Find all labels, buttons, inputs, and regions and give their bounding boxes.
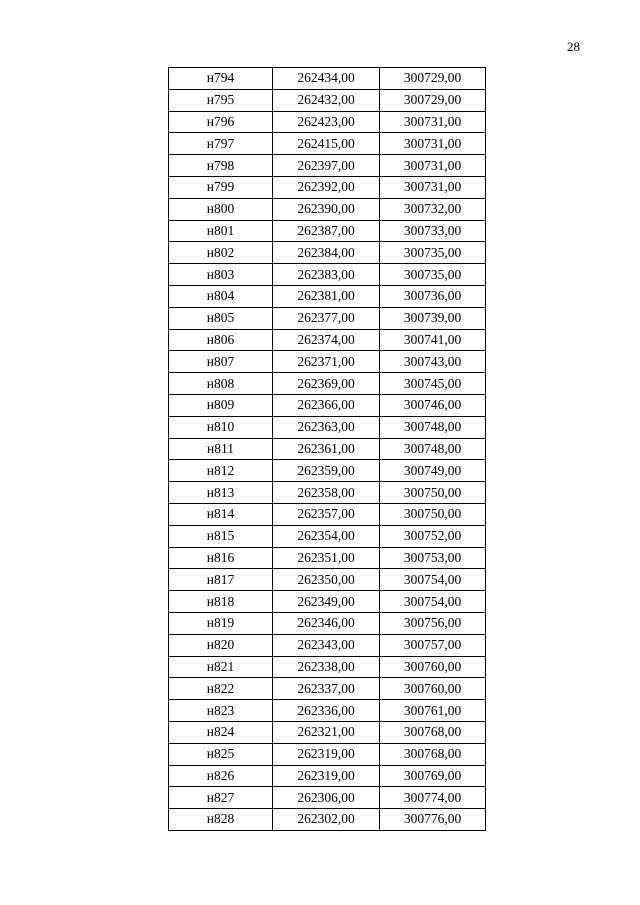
- y-coordinate-cell: 300749,00: [380, 460, 486, 482]
- y-coordinate-cell: 300746,00: [380, 394, 486, 416]
- table-row: [169, 809, 486, 831]
- y-coordinate-cell: 300733,00: [380, 220, 486, 242]
- point-id-cell: н818: [169, 591, 273, 613]
- table-row: [169, 220, 486, 242]
- y-coordinate-cell: 300732,00: [380, 198, 486, 220]
- coordinates-table-body: [169, 68, 486, 831]
- table-row: [169, 525, 486, 547]
- point-id-cell: н827: [169, 787, 273, 809]
- table-row: [169, 460, 486, 482]
- table-row: [169, 438, 486, 460]
- y-coordinate-cell: 300754,00: [380, 569, 486, 591]
- x-coordinate-cell: 262415,00: [273, 133, 380, 155]
- point-id-cell: н806: [169, 329, 273, 351]
- x-coordinate-cell: 262350,00: [273, 569, 380, 591]
- point-id-cell: н808: [169, 373, 273, 395]
- y-coordinate-cell: 300736,00: [380, 285, 486, 307]
- y-coordinate-cell: 300761,00: [380, 700, 486, 722]
- y-coordinate-cell: 300729,00: [380, 89, 486, 111]
- point-id-cell: н807: [169, 351, 273, 373]
- table-row: [169, 373, 486, 395]
- table-row: [169, 569, 486, 591]
- x-coordinate-cell: 262366,00: [273, 394, 380, 416]
- page-number: 28: [567, 39, 580, 54]
- table-row: [169, 329, 486, 351]
- x-coordinate-cell: 262390,00: [273, 198, 380, 220]
- table-row: [169, 351, 486, 373]
- table-row: [169, 416, 486, 438]
- y-coordinate-cell: 300750,00: [380, 482, 486, 504]
- y-coordinate-cell: 300731,00: [380, 111, 486, 133]
- table-row: [169, 721, 486, 743]
- y-coordinate-cell: 300729,00: [380, 68, 486, 90]
- x-coordinate-cell: 262377,00: [273, 307, 380, 329]
- point-id-cell: н794: [169, 68, 273, 90]
- point-id-cell: н796: [169, 111, 273, 133]
- table-row: [169, 307, 486, 329]
- point-id-cell: н817: [169, 569, 273, 591]
- y-coordinate-cell: 300754,00: [380, 591, 486, 613]
- point-id-cell: н816: [169, 547, 273, 569]
- table-row: [169, 503, 486, 525]
- table-row: [169, 634, 486, 656]
- point-id-cell: н803: [169, 264, 273, 286]
- x-coordinate-cell: 262383,00: [273, 264, 380, 286]
- point-id-cell: н809: [169, 394, 273, 416]
- y-coordinate-cell: 300735,00: [380, 264, 486, 286]
- point-id-cell: н825: [169, 743, 273, 765]
- x-coordinate-cell: 262361,00: [273, 438, 380, 460]
- table-row: [169, 743, 486, 765]
- point-id-cell: н823: [169, 700, 273, 722]
- x-coordinate-cell: 262381,00: [273, 285, 380, 307]
- table-row: [169, 198, 486, 220]
- y-coordinate-cell: 300753,00: [380, 547, 486, 569]
- x-coordinate-cell: 262357,00: [273, 503, 380, 525]
- point-id-cell: н821: [169, 656, 273, 678]
- y-coordinate-cell: 300735,00: [380, 242, 486, 264]
- y-coordinate-cell: 300741,00: [380, 329, 486, 351]
- x-coordinate-cell: 262319,00: [273, 743, 380, 765]
- x-coordinate-cell: 262371,00: [273, 351, 380, 373]
- x-coordinate-cell: 262321,00: [273, 721, 380, 743]
- point-id-cell: н795: [169, 89, 273, 111]
- point-id-cell: н814: [169, 503, 273, 525]
- point-id-cell: н813: [169, 482, 273, 504]
- table-row: [169, 787, 486, 809]
- x-coordinate-cell: 262434,00: [273, 68, 380, 90]
- y-coordinate-cell: 300774,00: [380, 787, 486, 809]
- x-coordinate-cell: 262319,00: [273, 765, 380, 787]
- point-id-cell: н815: [169, 525, 273, 547]
- point-id-cell: н800: [169, 198, 273, 220]
- point-id-cell: н828: [169, 809, 273, 831]
- y-coordinate-cell: 300745,00: [380, 373, 486, 395]
- table-row: [169, 482, 486, 504]
- table-row: [169, 68, 486, 90]
- x-coordinate-cell: 262359,00: [273, 460, 380, 482]
- coordinates-table: [168, 67, 486, 831]
- point-id-cell: н798: [169, 155, 273, 177]
- x-coordinate-cell: 262387,00: [273, 220, 380, 242]
- y-coordinate-cell: 300760,00: [380, 656, 486, 678]
- point-id-cell: н804: [169, 285, 273, 307]
- point-id-cell: н805: [169, 307, 273, 329]
- y-coordinate-cell: 300757,00: [380, 634, 486, 656]
- table-row: [169, 285, 486, 307]
- y-coordinate-cell: 300768,00: [380, 743, 486, 765]
- y-coordinate-cell: 300752,00: [380, 525, 486, 547]
- table-row: [169, 765, 486, 787]
- y-coordinate-cell: 300739,00: [380, 307, 486, 329]
- x-coordinate-cell: 262346,00: [273, 612, 380, 634]
- x-coordinate-cell: 262306,00: [273, 787, 380, 809]
- x-coordinate-cell: 262338,00: [273, 656, 380, 678]
- y-coordinate-cell: 300731,00: [380, 155, 486, 177]
- y-coordinate-cell: 300743,00: [380, 351, 486, 373]
- x-coordinate-cell: 262337,00: [273, 678, 380, 700]
- x-coordinate-cell: 262336,00: [273, 700, 380, 722]
- table-row: [169, 176, 486, 198]
- y-coordinate-cell: 300756,00: [380, 612, 486, 634]
- y-coordinate-cell: 300731,00: [380, 133, 486, 155]
- table-row: [169, 242, 486, 264]
- x-coordinate-cell: 262369,00: [273, 373, 380, 395]
- table-row: [169, 656, 486, 678]
- y-coordinate-cell: 300731,00: [380, 176, 486, 198]
- table-row: [169, 394, 486, 416]
- table-row: [169, 591, 486, 613]
- point-id-cell: н799: [169, 176, 273, 198]
- x-coordinate-cell: 262384,00: [273, 242, 380, 264]
- x-coordinate-cell: 262432,00: [273, 89, 380, 111]
- x-coordinate-cell: 262302,00: [273, 809, 380, 831]
- y-coordinate-cell: 300750,00: [380, 503, 486, 525]
- x-coordinate-cell: 262392,00: [273, 176, 380, 198]
- point-id-cell: н819: [169, 612, 273, 634]
- table-row: [169, 111, 486, 133]
- x-coordinate-cell: 262374,00: [273, 329, 380, 351]
- x-coordinate-cell: 262354,00: [273, 525, 380, 547]
- point-id-cell: н802: [169, 242, 273, 264]
- table-row: [169, 700, 486, 722]
- point-id-cell: н810: [169, 416, 273, 438]
- x-coordinate-cell: 262397,00: [273, 155, 380, 177]
- x-coordinate-cell: 262343,00: [273, 634, 380, 656]
- x-coordinate-cell: 262423,00: [273, 111, 380, 133]
- table-row: [169, 133, 486, 155]
- table-row: [169, 155, 486, 177]
- point-id-cell: н812: [169, 460, 273, 482]
- point-id-cell: н801: [169, 220, 273, 242]
- table-row: [169, 547, 486, 569]
- point-id-cell: н826: [169, 765, 273, 787]
- y-coordinate-cell: 300776,00: [380, 809, 486, 831]
- table-row: [169, 678, 486, 700]
- table-row: [169, 264, 486, 286]
- y-coordinate-cell: 300748,00: [380, 416, 486, 438]
- x-coordinate-cell: 262363,00: [273, 416, 380, 438]
- x-coordinate-cell: 262351,00: [273, 547, 380, 569]
- y-coordinate-cell: 300748,00: [380, 438, 486, 460]
- point-id-cell: н820: [169, 634, 273, 656]
- y-coordinate-cell: 300769,00: [380, 765, 486, 787]
- y-coordinate-cell: 300768,00: [380, 721, 486, 743]
- point-id-cell: н797: [169, 133, 273, 155]
- x-coordinate-cell: 262358,00: [273, 482, 380, 504]
- point-id-cell: н822: [169, 678, 273, 700]
- y-coordinate-cell: 300760,00: [380, 678, 486, 700]
- point-id-cell: н811: [169, 438, 273, 460]
- table-row: [169, 89, 486, 111]
- table-row: [169, 612, 486, 634]
- x-coordinate-cell: 262349,00: [273, 591, 380, 613]
- point-id-cell: н824: [169, 721, 273, 743]
